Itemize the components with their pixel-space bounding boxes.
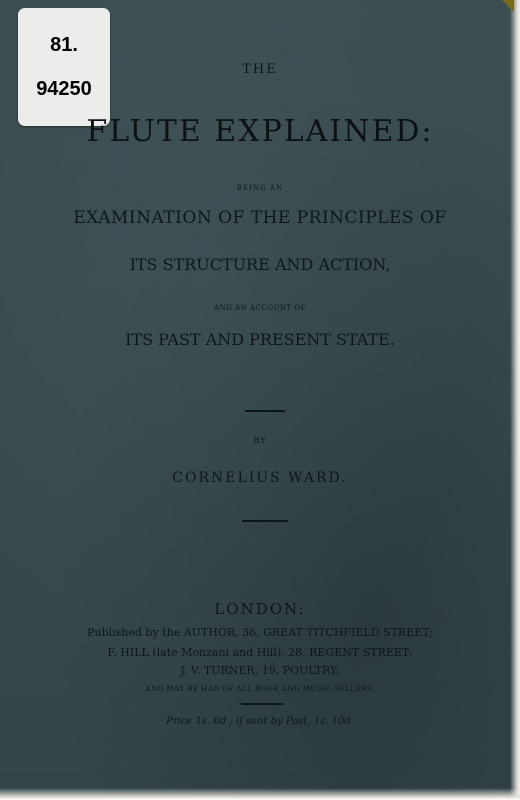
- byline-by: BY: [253, 436, 267, 445]
- call-number-line-1: 81.: [50, 34, 78, 56]
- subtitle-examination: EXAMINATION OF THE PRINCIPLES OF: [73, 208, 447, 228]
- subtitle-structure: ITS STRUCTURE AND ACTION,: [129, 255, 391, 274]
- imprint-hill: F. HILL (late Monzani and Hill), 28, REGENT STREET:: [107, 646, 413, 659]
- imprint-city: LONDON:: [214, 600, 306, 618]
- corner-tab-mark: [502, 0, 514, 12]
- page-edge-bottom: [0, 788, 520, 800]
- author-name: CORNELIUS WARD.: [172, 470, 348, 486]
- title-article: THE: [242, 62, 278, 77]
- price-line: Price 1s. 6d ; if sent by Post, 1s. 10d.: [166, 716, 354, 727]
- divider-rule: [242, 520, 288, 522]
- subtitle-and-account: AND AN ACCOUNT OF: [214, 304, 306, 312]
- imprint-turner: J. V. TURNER, 19, POULTRY;: [180, 664, 340, 677]
- divider-rule: [245, 410, 285, 412]
- subtitle-being-an: BEING AN: [236, 184, 284, 192]
- subtitle-past-present: ITS PAST AND PRESENT STATE.: [125, 330, 395, 349]
- imprint-publisher: Published by the AUTHOR, 36, GREAT TITCHFIELD STREET;: [87, 626, 433, 639]
- imprint-sellers: AND MAY BE HAD OF ALL BOOK AND MUSIC-SELLERS.: [145, 685, 375, 693]
- call-number-line-2: 94250: [36, 78, 92, 100]
- book-title: FLUTE EXPLAINED:: [86, 114, 434, 149]
- divider-rule: [241, 703, 283, 705]
